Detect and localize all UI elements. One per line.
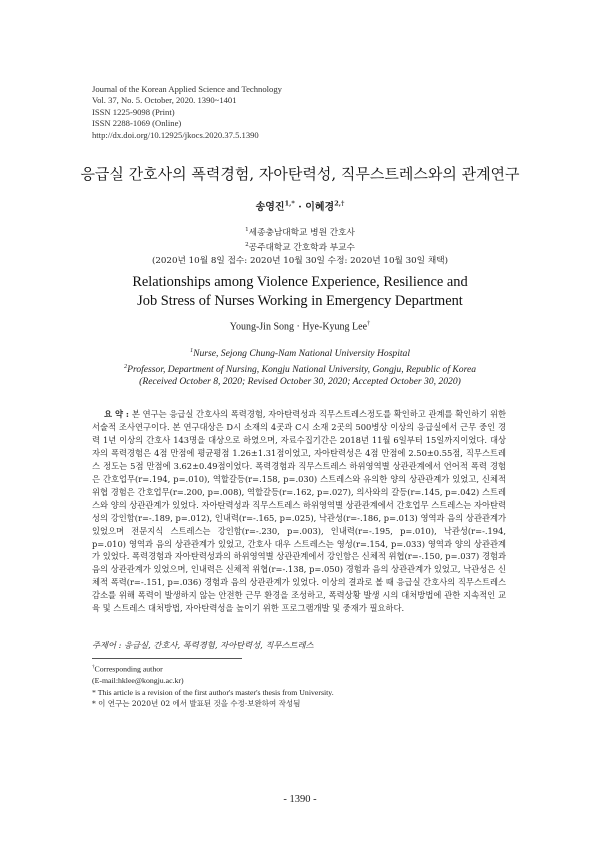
title-english-line1: Relationships among Violence Experience, Resilience and [132, 274, 468, 290]
footnotes [92, 662, 512, 710]
footnote-korean: * 이 연구는 2020년 02 에서 발표된 것을 수정·보완하여 작성됨 [92, 699, 301, 709]
affiliation-en-2-sup: 2 [123, 362, 128, 370]
issn-print: ISSN 1225-9098 (Print) [92, 106, 175, 117]
affiliation-ko-2 [0, 239, 600, 254]
abstract-label: 요 약 : [104, 409, 132, 419]
affiliation-en-1 [0, 345, 600, 361]
journal-name: Journal of the Korean Applied Science and Technology [92, 84, 282, 94]
affiliations-korean [0, 224, 600, 267]
footnote-divider [92, 658, 242, 659]
abstract [92, 408, 506, 615]
affiliation-ko-1 [0, 224, 600, 239]
corresponding-author [92, 662, 512, 675]
corresponding-email[interactable]: (E-mail:hklee@kongju.ac.kr) [92, 676, 184, 686]
authors-english [0, 320, 600, 332]
doi-link[interactable]: http://dx.doi.org/10.12925/jkocs.2020.37.5.1390 [92, 129, 259, 140]
issn-online: ISSN 2288-1069 (Online) [92, 118, 182, 129]
journal-volume: Vol. 37, No. 5. October, 2020. 1390~1401 [92, 95, 237, 106]
title-english-line2: Job Stress of Nurses Working in Emergency Department [137, 293, 463, 309]
affiliation-en-1-sup: 1 [189, 347, 194, 354]
affiliation-en-1-text: Nurse, Sejong Chung-Nam National University Hospital [193, 348, 411, 360]
author-2-sup: 2,† [334, 199, 345, 208]
page-number: - 1390 - [283, 794, 317, 805]
corresponding-text: Corresponding author [94, 664, 163, 674]
title-korean: 응급실 간호사의 폭력경험, 자아탄력성, 직무스트레스와의 관계연구 [80, 165, 520, 183]
authors-korean [0, 198, 600, 213]
authors-english-text: Young-Jin Song · Hye-Kyung Lee [229, 321, 368, 333]
affiliation-ko-1-text: 세종충남대학교 병원 간호사 [248, 227, 355, 238]
journal-header [92, 84, 282, 141]
dates-english: (Received October 8, 2020; Revised October 30, 2020; Accepted October 30, 2020) [139, 376, 461, 388]
affiliation-ko-2-text: 공주대학교 간호학과 부교수 [248, 243, 355, 254]
author-1-name: 송영진 [255, 202, 285, 213]
footnote-thesis: * This article is a revision of the first author's master's thesis from University. [92, 687, 334, 697]
dates-korean: (2020년 10월 8일 접수: 2020년 10월 30일 수정: 2020년 10월 30일 채택) [151, 255, 449, 266]
affiliation-en-2 [0, 361, 600, 377]
corresponding-sup: † [92, 664, 95, 670]
author-1-sup: 1,* [284, 199, 295, 208]
keywords: 주제어 : 응급실, 간호사, 폭력경험, 자아탄력성, 직무스트레스 [92, 640, 314, 650]
affiliation-ko-2-sup: 2 [245, 242, 249, 249]
affiliations-english [0, 345, 600, 389]
authors-english-sup: † [367, 320, 371, 327]
title-english [0, 273, 600, 311]
abstract-text: 본 연구는 응급실 간호사의 폭력경험, 자아탄력성과 직무스트레스정도를 확인하고 관계를 확인하기 위한 서술적 조사연구이다. 본 연구대상은 D시 소재의 4곳과 C시 소재 2곳의 500병상 이상의 응급실에서 근무 중인 경력 1년 이상의 간호사 143명을 대상으로 하였으며, 자료수집기간은 2018년 11월 6일부터 15일까지이었다. 대상자의 폭력경험은 4점 만점에 평균평점 1.26±1.31점이었고, 자아탄력성은 4점 만점에 2.50±0.55점, 직무스트레스 정도는 5점 만점에 3.62±0.49점이었다. 폭력경험과 직무스트레스 하위영역별 상관관계에서 언어적 폭력 경험은 간호업무(r=.194, p=.010), 역할갈등(r=.158, p=.030) 스트레스와 유의한 양의 상관관계가 있었고, 신체적 위협 경험은 간호업무(r=.200, p=.008), 역할갈등(r=.162, p=.027), 의사와의 갈등(r=.145, p=.042) 스트레스와 양의 상관관계가 있었다. 자아탄력성과 직무스트레스 하위영역별 상관관계에서 간호업무 스트레스는 자아탄력성의 강인함(r=-.189, p=.012), 인내력(r=-.165, p=.025), 낙관성(r=-.186, p=.013) 영역과 음의 상관관계가 있었으며 전문지식 스트레스는 강인함(r=-.230, p=.003), 인내력(r=-.195, p=.010), 낙관성(r=-.194, p=.010) 영역과 음의 상관관계가 있었고, 간호사 대우 스트레스는 영성(r=.154, p=.033) 영역과 양의 상관관계가 있었다. 폭력경험과 자아탄력성과의 하위영역별 상관관계에서 강인함은 신체적 위협(r=-.150, p=.037) 경험과 음의 상관관계가 있었으며, 인내력은 신체적 위협(r=-.138, p=.050) 경험과 음의 상관관계가 있었고, 낙관성은 신체적 폭력(r=-.151, p=.036) 경험과 음의 상관관계가 있었다. 이상의 결과로 볼 때 응급실 간호사의 직무스트레스 감소를 위해 폭력이 발생하지 않는 안전한 근무 환경을 조성하고, 폭력상황 발생 시의 대처방법에 관한 지속적인 교육 및 스트레스 대처방법, 자아탄력성을 높이기 위한 프로그램개발 및 중재가 필요하다. [92, 409, 507, 614]
affiliation-ko-1-sup: 1 [245, 227, 249, 233]
author-2-name: 이혜경 [305, 202, 335, 213]
author-separator: · [294, 202, 306, 213]
affiliation-en-2-text: Professor, Department of Nursing, Kongju National University, Gongju, Republic of Korea [127, 363, 477, 375]
